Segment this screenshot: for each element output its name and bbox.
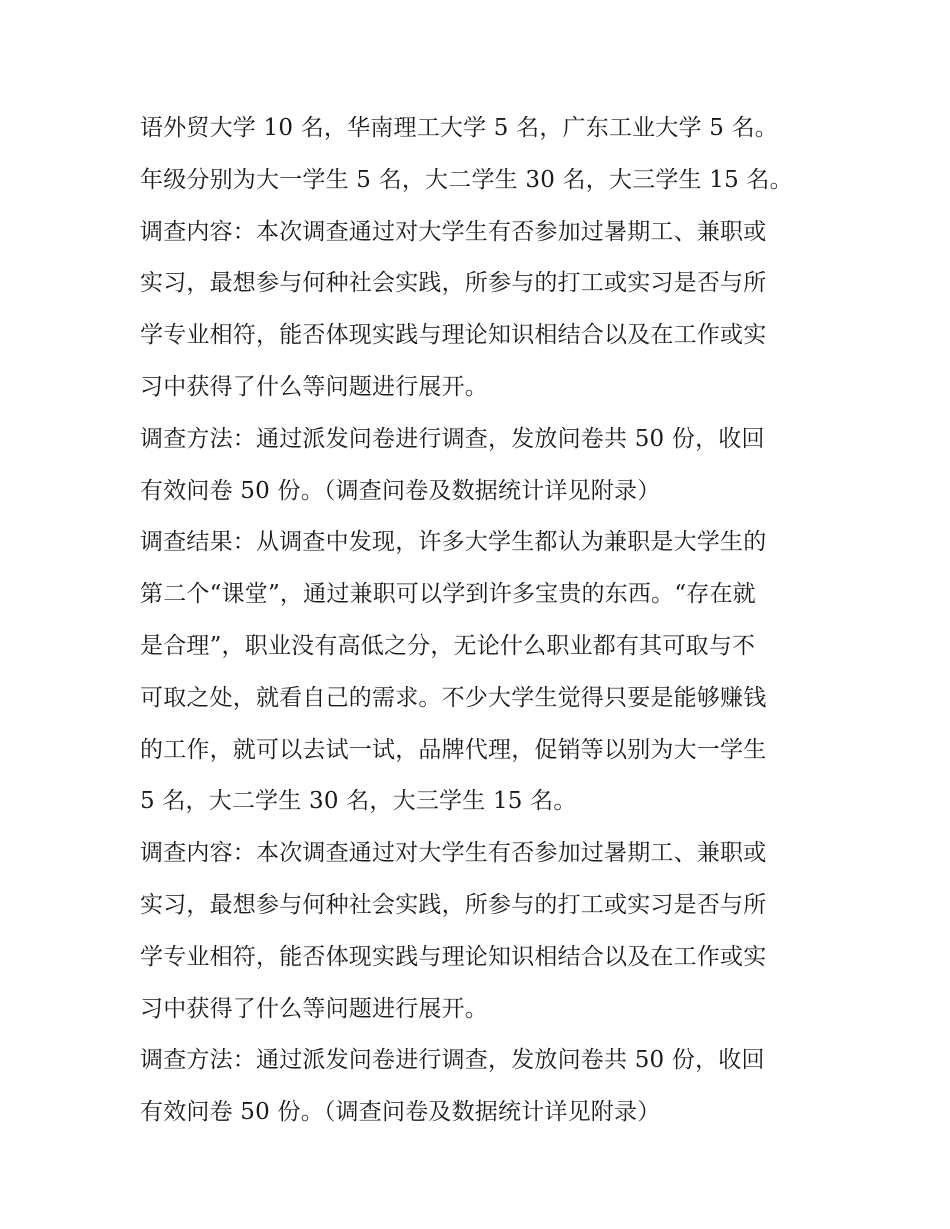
- text-line-20: 有效问卷 50 份。（调查问卷及数据统计详见附录）: [140, 1099, 661, 1126]
- document-body: [140, 103, 820, 1139]
- text-line-12: 可取之处，就看自己的需求。不少大学生觉得只要是能够赚钱: [140, 684, 767, 711]
- text-line-17: 学专业相符，能否体现实践与理论知识相结合以及在工作或实: [140, 943, 767, 970]
- text-line-10: 第二个“课堂”，通过兼职可以学到许多宝贵的东西。“存在就: [140, 581, 756, 608]
- text-line-15: 调查内容：本次调查通过对大学生有否参加过暑期工、兼职或: [140, 840, 767, 867]
- text-line-14: 5 名，大二学生 30 名，大三学生 15 名。: [140, 788, 577, 815]
- text-line-7: 调查方法：通过派发问卷进行调查，发放问卷共 50 份，收回: [140, 425, 765, 452]
- text-line-2: 年级分别为大一学生 5 名，大二学生 30 名，大三学生 15 名。: [140, 166, 793, 193]
- text-line-6: 习中获得了什么等问题进行展开。: [140, 373, 488, 400]
- text-line-8: 有效问卷 50 份。（调查问卷及数据统计详见附录）: [140, 477, 661, 504]
- text-line-19: 调查方法：通过派发问卷进行调查，发放问卷共 50 份，收回: [140, 1047, 765, 1074]
- text-line-11: 是合理”，职业没有高低之分，无论什么职业都有其可取与不: [140, 632, 756, 659]
- text-line-5: 学专业相符，能否体现实践与理论知识相结合以及在工作或实: [140, 322, 767, 349]
- text-line-18: 习中获得了什么等问题进行展开。: [140, 995, 488, 1022]
- text-line-4: 实习，最想参与何种社会实践，所参与的打工或实习是否与所: [140, 270, 767, 297]
- text-line-13: 的工作，就可以去试一试，品牌代理，促销等以别为大一学生: [140, 736, 767, 763]
- text-line-1: 语外贸大学 10 名，华南理工大学 5 名，广东工业大学 5 名。: [140, 115, 778, 141]
- text-line-9: 调查结果：从调查中发现，许多大学生都认为兼职是大学生的: [140, 529, 767, 556]
- text-line-3: 调查内容：本次调查通过对大学生有否参加过暑期工、兼职或: [140, 218, 767, 245]
- text-line-16: 实习，最想参与何种社会实践，所参与的打工或实习是否与所: [140, 891, 767, 918]
